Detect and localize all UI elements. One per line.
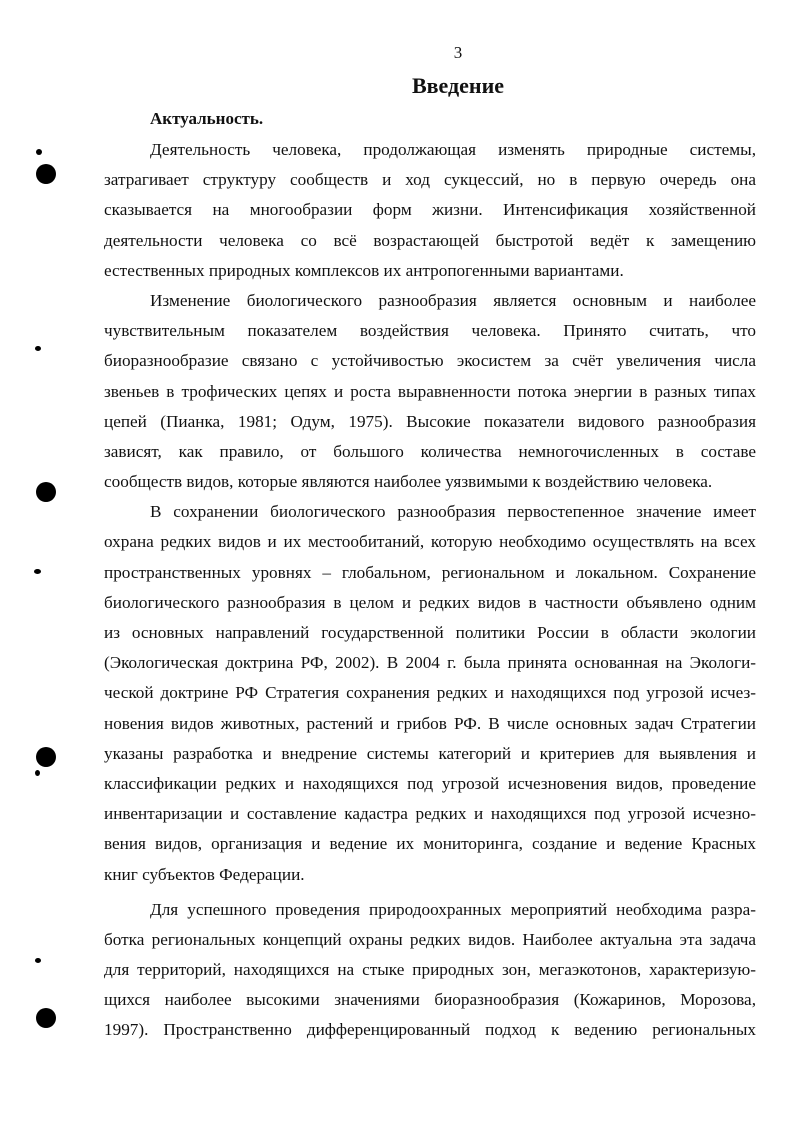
body-text bbox=[104, 135, 756, 1046]
text-line: Деятельность человека, продолжающая изменять природные системы, bbox=[150, 140, 756, 159]
text-line: охрана редких видов и их местообитаний, которую необходимо осуществлять на всех bbox=[104, 532, 756, 552]
scan-speck-mark bbox=[35, 958, 41, 963]
text-line: сказывается на многообразии форм жизни. Интенсификация хозяйственной bbox=[104, 200, 756, 220]
scan-speck-mark bbox=[36, 149, 42, 155]
text-line: деятельности человека со всё возрастающей быстротой ведёт к замещению bbox=[104, 230, 756, 250]
paragraph bbox=[104, 135, 756, 286]
text-line: инвентаризации и составление кадастра редких и находящихся под угрозой исчезно- bbox=[104, 804, 756, 824]
text-line: из основных направлений государственной политики России в области экологии bbox=[104, 623, 756, 642]
text-line: биоразнообразие связано с устойчивостью экосистем за счёт увеличения числа bbox=[104, 351, 756, 371]
text-line: пространственных уровнях – глобальном, региональном и локальном. Сохранение bbox=[104, 562, 756, 582]
text-line: биологического разнообразия в целом и редких видов в частности объявлено одним bbox=[104, 592, 756, 612]
binding-hole-mark bbox=[36, 747, 56, 767]
binding-hole-mark bbox=[36, 1008, 56, 1028]
paragraph bbox=[104, 497, 756, 889]
text-line: сообществ видов, которые являются наиболее уязвимыми к воздействию человека. bbox=[104, 472, 713, 492]
text-line: книг субъектов Федерации. bbox=[104, 864, 305, 884]
text-line: затрагивает структуру сообществ и ход сукцессий, но в первую очередь она bbox=[104, 170, 756, 190]
text-line: ческой доктрине РФ Стратегия сохранения редких и находящихся под угрозой исчез- bbox=[104, 683, 756, 703]
page-title: Введение bbox=[411, 73, 505, 98]
paragraph bbox=[104, 286, 756, 497]
text-line: Изменение биологического разнообразия является основным и наиболее bbox=[150, 290, 756, 310]
text-line: классификации редких и находящихся под угрозой исчезновения видов, проведение bbox=[104, 773, 756, 793]
text-line: Для успешного проведения природоохранных мероприятий необходима разра- bbox=[150, 899, 756, 919]
scan-speck-mark bbox=[35, 346, 41, 351]
binding-hole-mark bbox=[36, 164, 56, 184]
text-line: новения видов животных, растений и грибов РФ. В числе основных задач Стратегии bbox=[104, 713, 756, 733]
scan-speck-mark bbox=[34, 569, 41, 574]
text-line: указаны разработка и внедрение системы категорий и критериев для выявления и bbox=[104, 743, 756, 763]
text-line: звеньев в трофических цепях и роста выравненности потока энергии в разных типах bbox=[104, 381, 756, 401]
binding-hole-mark bbox=[36, 482, 56, 502]
scan-speck-mark bbox=[35, 770, 40, 776]
section-heading: Актуальность. bbox=[150, 109, 264, 128]
text-line: ботка региональных концепций охраны редких видов. Наиболее актуальна эта задача bbox=[104, 929, 756, 949]
text-line: зависят, как правило, от большого количества немногочисленных в составе bbox=[104, 441, 756, 461]
text-line: для территорий, находящихся на стыке природных зон, мегаэкотонов, характеризую- bbox=[104, 960, 756, 980]
text-line: цепей (Пианка, 1981; Одум, 1975). Высокие показатели видового разнообразия bbox=[104, 411, 756, 431]
text-line: В сохранении биологического разнообразия первостепенное значение имеет bbox=[150, 502, 756, 522]
text-line: 1997). Пространственно дифференцированный подход к ведению региональных bbox=[104, 1020, 756, 1040]
page-number: 3 bbox=[453, 43, 463, 62]
text-line: (Экологическая доктрина РФ, 2002). В 2004 г. была принята основанная на Экологи- bbox=[104, 653, 756, 673]
text-line: естественных природных комплексов их антропогенными вариантами. bbox=[104, 260, 624, 280]
text-line: щихся наиболее высокими значениями биоразнообразия (Кожаринов, Морозова, bbox=[104, 990, 756, 1010]
text-line: чувствительным показателем воздействия человека. Принято считать, что bbox=[104, 321, 756, 341]
text-line: вения видов, организация и ведение их мониторинга, создание и ведение Красных bbox=[104, 834, 756, 854]
paragraph bbox=[104, 895, 756, 1046]
